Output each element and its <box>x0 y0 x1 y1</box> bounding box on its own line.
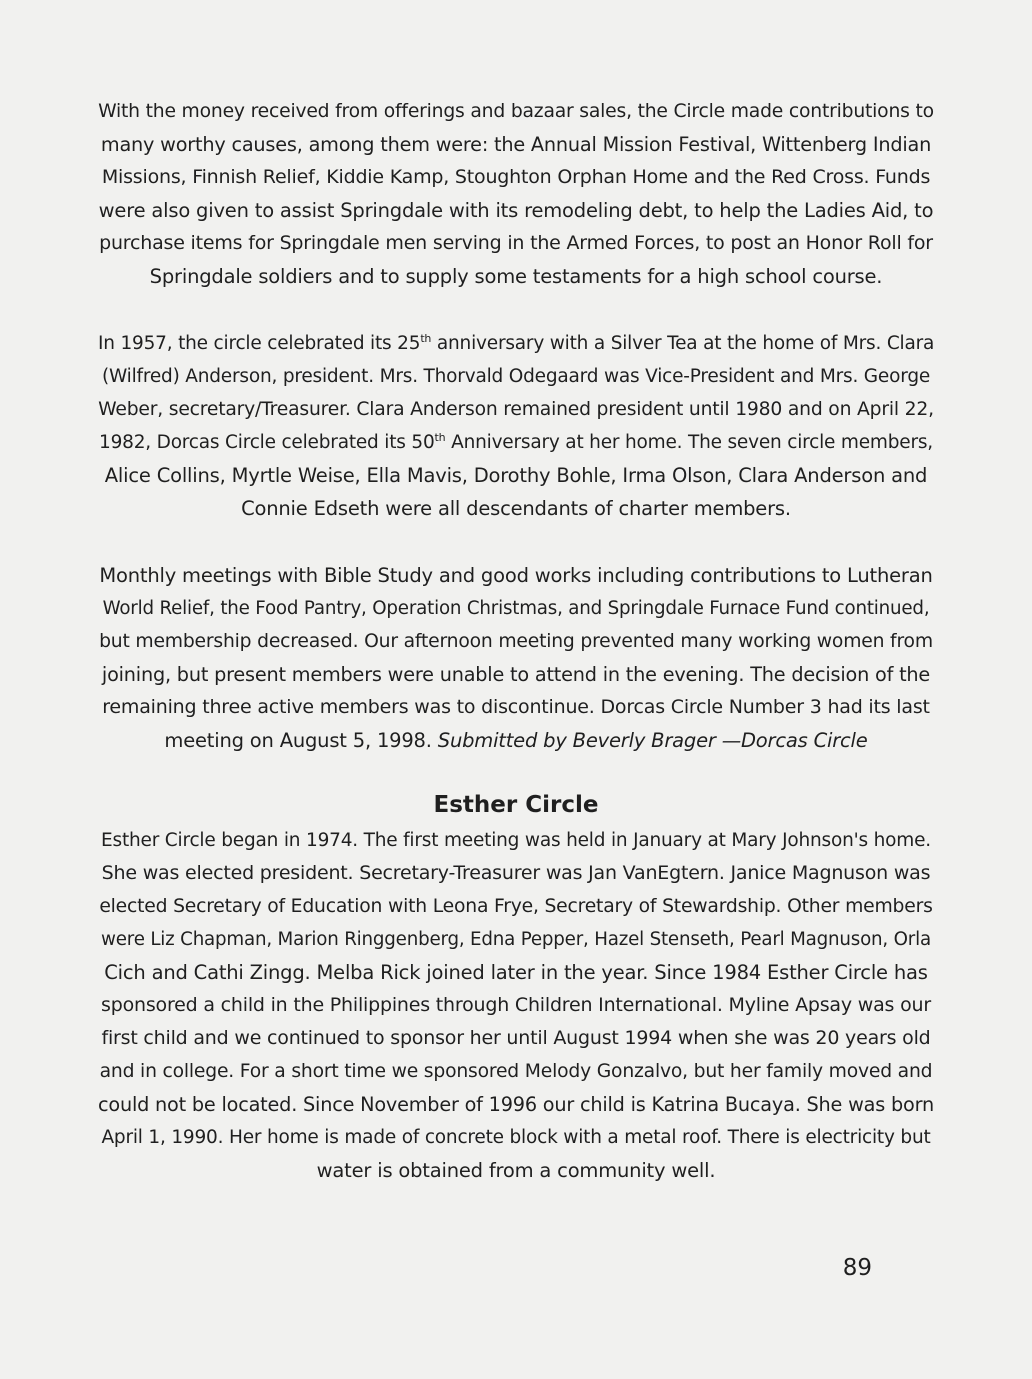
text-line: and in college. For a short time we sponsored Melody Gonzalvo, but her family moved and <box>99 1061 933 1082</box>
text-line: remaining three active members was to discontinue. Dorcas Circle Number 3 had its last <box>102 696 930 718</box>
submitted-by-signature: Submitted by Beverly Brager —Dorcas Circle <box>437 729 868 752</box>
text-line <box>98 426 934 459</box>
text-segment: meeting on August 5, 1998. <box>164 729 438 752</box>
text-line: With the money received from offerings and bazaar sales, the Circle made contributions to <box>98 101 934 122</box>
paragraph-contributions <box>98 95 934 293</box>
text-line: She was elected president. Secretary-Treasurer was Jan VanEgtern. Janice Magnuson was <box>101 862 931 884</box>
text-line: Connie Edseth were all descendants of charter members. <box>241 497 791 520</box>
text-line: Springdale soldiers and to supply some testaments for a high school course. <box>149 265 883 288</box>
text-segment: 1982, Dorcas Circle celebrated its 50 <box>99 432 435 453</box>
text-line: water is obtained from a community well. <box>316 1159 716 1182</box>
text-line: (Wilfred) Anderson, president. Mrs. Thorvald Odegaard was Vice-President and Mrs. George <box>101 366 931 387</box>
text-segment: anniversary with a Silver Tea at the home of Mrs. Clara <box>431 333 935 354</box>
ordinal-suffix: th <box>420 331 432 345</box>
text-line: Monthly meetings with Bible Study and good works including contributions to Lutheran <box>99 564 933 587</box>
paragraph-anniversary <box>98 327 934 525</box>
text-line: joining, but present members were unable to attend in the evening. The decision of the <box>101 663 931 686</box>
text-line: elected Secretary of Education with Leona Frye, Secretary of Stewardship. Other members <box>99 896 933 917</box>
ordinal-suffix: th <box>434 430 446 444</box>
text-line: were also given to assist Springdale with its remodeling debt, to help the Ladies Aid, to <box>98 199 934 222</box>
paragraph-esther-circle <box>98 824 934 1187</box>
text-line: April 1, 1990. Her home is made of concrete block with a metal roof. There is electricity but <box>101 1127 931 1148</box>
text-line: could not be located. Since November of 1996 our child is Katrina Bucaya. She was born <box>98 1093 934 1116</box>
text-segment: Anniversary at her home. The seven circle members, <box>445 432 933 453</box>
text-line: purchase items for Springdale men serving in the Armed Forces, to post an Honor Roll for <box>99 232 933 254</box>
text-line: sponsored a child in the Philippines through Children International. Myline Apsay was our <box>101 994 931 1016</box>
text-line: Weber, secretary/Treasurer. Clara Anderson remained president until 1980 and on April 22, <box>98 399 934 420</box>
text-line: many worthy causes, among them were: the Annual Mission Festival, Wittenberg Indian <box>100 133 932 156</box>
text-line: World Relief, the Food Pantry, Operation Christmas, and Springdale Furnace Fund continued, <box>102 598 930 619</box>
text-line: were Liz Chapman, Marion Ringgenberg, Edna Pepper, Hazel Stenseth, Pearl Magnuson, Orla <box>101 929 931 950</box>
text-line <box>98 724 934 757</box>
text-line: Cich and Cathi Zingg. Melba Rick joined later in the year. Since 1984 Esther Circle has <box>104 961 928 984</box>
text-segment: In 1957, the circle celebrated its 25 <box>98 333 421 354</box>
text-line: but membership decreased. Our afternoon meeting prevented many working women from <box>99 631 933 652</box>
text-line: Missions, Finnish Relief, Kiddie Kamp, Stoughton Orphan Home and the Red Cross. Funds <box>101 166 931 188</box>
page-number: 89 <box>842 1255 872 1281</box>
section-heading-esther-circle: Esther Circle <box>433 792 599 818</box>
text-line <box>98 327 934 360</box>
text-line: Esther Circle began in 1974. The first meeting was held in January at Mary Johnson's home. <box>101 830 931 851</box>
text-line: first child and we continued to sponsor her until August 1994 when she was 20 years old <box>101 1027 931 1049</box>
text-line: Alice Collins, Myrtle Weise, Ella Mavis, Dorothy Bohle, Irma Olson, Clara Anderson and <box>104 464 928 487</box>
paragraph-meetings <box>98 559 934 757</box>
